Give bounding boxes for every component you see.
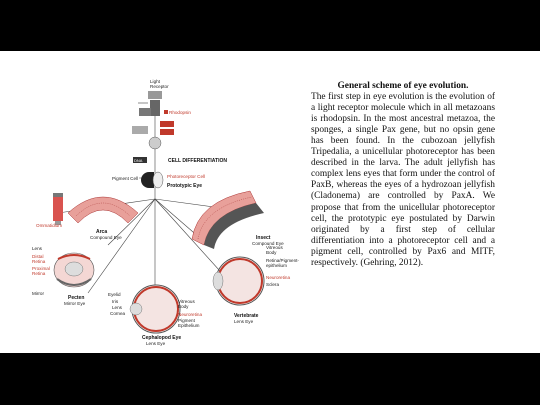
pecten-label: Pecten xyxy=(68,295,85,301)
caption-title: General scheme of eye evolution. xyxy=(337,81,469,91)
mirror-label: Mirror xyxy=(32,291,44,296)
prototypic-eye-label: Prototypic Eye xyxy=(167,183,203,189)
ommatidium-label: Ommatidium xyxy=(36,223,63,228)
top-letterbox xyxy=(0,0,540,51)
caption-body: The first step in eye evolution is the evolution of a light receptor molecule which in all metazoans is rhodopsin. In the most ancestral metazoa, the sponges, a single Pax gene, but no opsin gene has been found. In the cubozoan jellyfish Tripedalia, a unicellular photoreceptor has been described in the larva. The adult jellyfish has complex lens eyes that form under the control of PaxB, whereas the eyes of a hydrozoan jellyfish (Cladonema) are controlled by PaxA. We propose that from the unicellular photoreceptor cell, the prototypic eye postulated by Darwin originated by a first step of cellular differentiation into a photoreceptor cell and a pigment cell, controlled by Pax6 and MITF, respectively. (Gehring, 2012). xyxy=(311,92,495,268)
neuroretina-label: Neuroretina xyxy=(266,275,291,280)
retina-pigment-label: Retina/Pigment-epithelium xyxy=(266,258,299,268)
arca-label: Arca xyxy=(96,229,108,235)
cephalopod-eye-icon xyxy=(130,285,180,333)
sclera-label: Sclera xyxy=(266,282,280,287)
vertebrate-label: Vertebrate xyxy=(234,313,259,319)
proximal-retina-label: Proximal Retina xyxy=(32,266,50,276)
rhodopsin-label: Rhodopsin xyxy=(169,110,191,115)
insect-label: Insect xyxy=(256,235,271,241)
cephalopod-label: Cephalopod Eye xyxy=(142,335,182,341)
lens-label: Lens xyxy=(32,246,42,251)
pecten-eye-icon xyxy=(54,253,94,287)
eye-evolution-figure xyxy=(28,63,306,351)
arca-sub-label: Compound Eye xyxy=(90,235,122,240)
distal-retina-label: Distal Retina xyxy=(32,254,46,264)
neuroretina2-label: Neuroretina xyxy=(178,312,203,317)
bottom-letterbox xyxy=(0,353,540,405)
insect-sub-label: Compound Eye xyxy=(252,241,284,246)
photoreceptor-cell-label: Photoreceptor Cell xyxy=(167,174,206,179)
pigment-cell-label: Pigment Cell xyxy=(112,176,139,181)
vertebrate-eye-icon xyxy=(213,257,264,305)
lens2-label: Lens xyxy=(112,305,122,310)
cephalopod-sub-label: Lens Eye xyxy=(146,341,166,346)
differentiation-icon xyxy=(133,157,147,163)
vitreous-body-label: Vitreous Body xyxy=(266,245,283,255)
ommatidium-icon xyxy=(53,193,63,225)
iris-label: Iris xyxy=(112,299,119,304)
pigment-epithelium-label: Pigment Epithelium xyxy=(178,318,200,328)
molecule-icons xyxy=(132,121,174,149)
svg-text:DNA: DNA xyxy=(134,158,143,163)
light-receptor-label: Light Receptor xyxy=(150,79,169,89)
eyelid-label: Eyelid xyxy=(108,292,121,297)
vitreous-body2-label: Vitreous Body xyxy=(178,299,195,309)
caption-text xyxy=(311,81,495,269)
prototypic-eye-icon xyxy=(141,172,163,188)
arca-eye-icon xyxy=(68,197,138,223)
cornea-label: Cornea xyxy=(110,311,126,316)
vertebrate-sub-label: Lens Eye xyxy=(234,319,254,324)
slide xyxy=(0,51,540,353)
pecten-sub-label: Mirror Eye xyxy=(64,301,86,306)
cell-differentiation-label: CELL DIFFERENTIATION xyxy=(168,158,227,164)
